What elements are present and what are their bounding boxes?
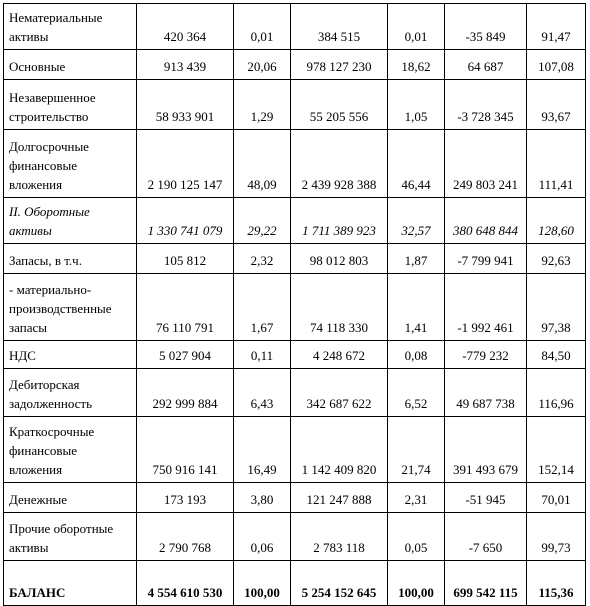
share-year2: 2,31 (388, 483, 445, 513)
share-year2: 0,01 (388, 4, 445, 50)
table-row (4, 369, 586, 417)
change-abs: -7 650 (445, 513, 527, 561)
value-year2: 2 439 928 388 (291, 130, 388, 198)
share-year1: 2,32 (234, 244, 291, 274)
value-year2: 1 711 389 923 (291, 198, 388, 244)
change-rate: 92,63 (527, 244, 586, 274)
share-year2: 1,41 (388, 274, 445, 341)
change-rate: 111,41 (527, 130, 586, 198)
share-year1: 3,80 (234, 483, 291, 513)
value-year1: 2 790 768 (137, 513, 234, 561)
row-label: Запасы, в т.ч. (4, 244, 137, 274)
share-year1: 0,06 (234, 513, 291, 561)
table-row (4, 274, 586, 341)
table-row (4, 483, 586, 513)
change-rate: 91,47 (527, 4, 586, 50)
value-year1: 1 330 741 079 (137, 198, 234, 244)
share-year2: 46,44 (388, 130, 445, 198)
share-year2: 0,05 (388, 513, 445, 561)
balance-table (3, 3, 586, 606)
row-label: Дебиторская задолженность (4, 369, 137, 417)
table-row (4, 513, 586, 561)
value-year1: 292 999 884 (137, 369, 234, 417)
share-year1: 29,22 (234, 198, 291, 244)
value-year2: 5 254 152 645 (291, 561, 388, 606)
share-year1: 6,43 (234, 369, 291, 417)
change-abs: -51 945 (445, 483, 527, 513)
row-label: Денежные (4, 483, 137, 513)
row-label: Нематериальные активы (4, 4, 137, 50)
share-year1: 48,09 (234, 130, 291, 198)
change-abs: -7 799 941 (445, 244, 527, 274)
share-year1: 1,67 (234, 274, 291, 341)
change-rate: 116,96 (527, 369, 586, 417)
table-row (4, 130, 586, 198)
change-rate: 84,50 (527, 341, 586, 369)
change-abs: 391 493 679 (445, 417, 527, 483)
table-row (4, 198, 586, 244)
share-year2: 100,00 (388, 561, 445, 606)
row-label: Основные (4, 50, 137, 80)
value-year1: 105 812 (137, 244, 234, 274)
row-label: Краткосрочные финансовые вложения (4, 417, 137, 483)
table-row (4, 341, 586, 369)
value-year2: 342 687 622 (291, 369, 388, 417)
change-abs: 49 687 738 (445, 369, 527, 417)
share-year1: 0,11 (234, 341, 291, 369)
change-abs: -779 232 (445, 341, 527, 369)
table-row (4, 244, 586, 274)
row-label: - материально-производственные запасы (4, 274, 137, 341)
share-year2: 0,08 (388, 341, 445, 369)
table-row-total (4, 561, 586, 606)
change-abs: -1 992 461 (445, 274, 527, 341)
change-abs: 380 648 844 (445, 198, 527, 244)
value-year1: 913 439 (137, 50, 234, 80)
change-abs: 249 803 241 (445, 130, 527, 198)
change-rate: 115,36 (527, 561, 586, 606)
value-year2: 74 118 330 (291, 274, 388, 341)
share-year1: 100,00 (234, 561, 291, 606)
value-year2: 384 515 (291, 4, 388, 50)
change-rate: 97,38 (527, 274, 586, 341)
value-year2: 98 012 803 (291, 244, 388, 274)
value-year1: 5 027 904 (137, 341, 234, 369)
change-abs: 699 542 115 (445, 561, 527, 606)
value-year2: 978 127 230 (291, 50, 388, 80)
value-year1: 173 193 (137, 483, 234, 513)
table-row (4, 80, 586, 130)
share-year2: 18,62 (388, 50, 445, 80)
change-rate: 128,60 (527, 198, 586, 244)
share-year1: 0,01 (234, 4, 291, 50)
row-label: НДС (4, 341, 137, 369)
value-year1: 420 364 (137, 4, 234, 50)
table-row (4, 50, 586, 80)
table-row (4, 417, 586, 483)
change-rate: 70,01 (527, 483, 586, 513)
table-row (4, 4, 586, 50)
share-year2: 6,52 (388, 369, 445, 417)
change-rate: 99,73 (527, 513, 586, 561)
value-year2: 1 142 409 820 (291, 417, 388, 483)
change-rate: 107,08 (527, 50, 586, 80)
share-year2: 21,74 (388, 417, 445, 483)
share-year2: 1,87 (388, 244, 445, 274)
value-year2: 2 783 118 (291, 513, 388, 561)
row-label: II. Оборотные активы (4, 198, 137, 244)
share-year2: 1,05 (388, 80, 445, 130)
value-year2: 55 205 556 (291, 80, 388, 130)
row-label: Долгосрочные финансовые вложения (4, 130, 137, 198)
row-label: БАЛАНС (4, 561, 137, 606)
value-year1: 4 554 610 530 (137, 561, 234, 606)
change-rate: 152,14 (527, 417, 586, 483)
value-year1: 2 190 125 147 (137, 130, 234, 198)
share-year2: 32,57 (388, 198, 445, 244)
row-label: Незавершенное строительство (4, 80, 137, 130)
share-year1: 16,49 (234, 417, 291, 483)
change-abs: -35 849 (445, 4, 527, 50)
value-year1: 58 933 901 (137, 80, 234, 130)
value-year2: 121 247 888 (291, 483, 388, 513)
value-year1: 750 916 141 (137, 417, 234, 483)
share-year1: 1,29 (234, 80, 291, 130)
share-year1: 20,06 (234, 50, 291, 80)
change-rate: 93,67 (527, 80, 586, 130)
value-year1: 76 110 791 (137, 274, 234, 341)
value-year2: 4 248 672 (291, 341, 388, 369)
change-abs: -3 728 345 (445, 80, 527, 130)
row-label: Прочие оборотные активы (4, 513, 137, 561)
change-abs: 64 687 (445, 50, 527, 80)
